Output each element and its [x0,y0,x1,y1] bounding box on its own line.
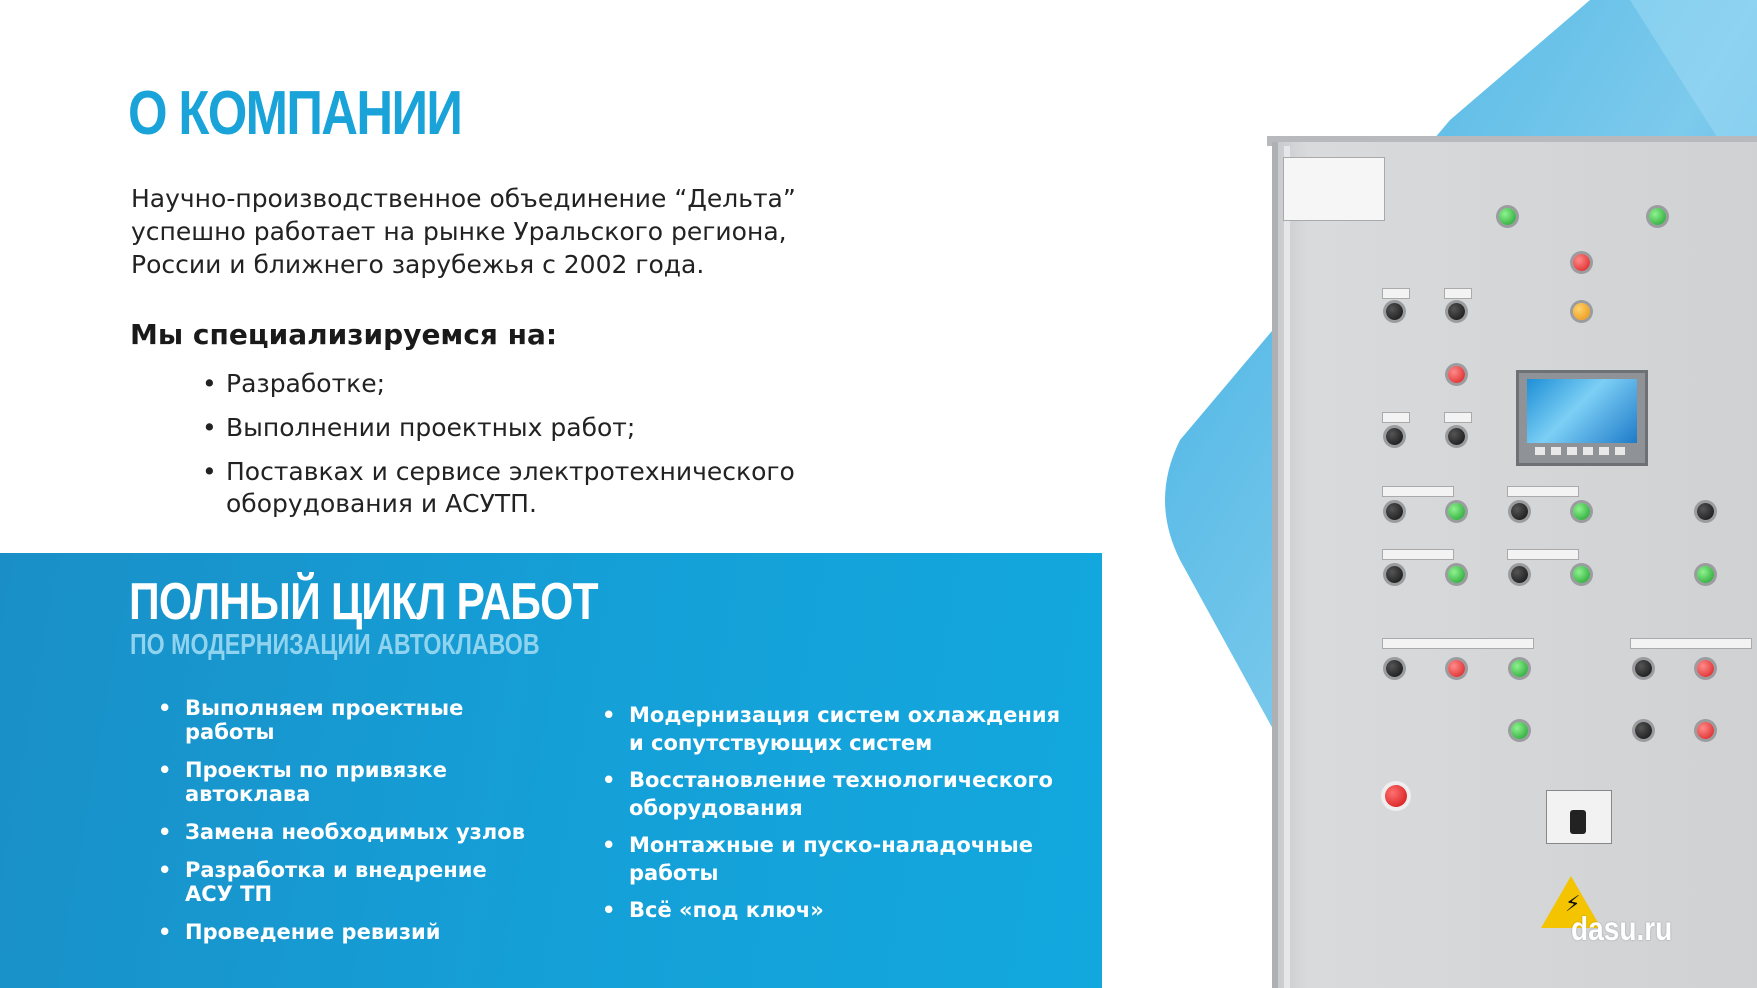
bullet-icon: • [602,703,616,727]
control-button [1386,503,1403,520]
control-button [1386,660,1403,677]
list-item [600,896,1070,924]
list-item-text: Поставках и сервисе электротехнического оборудования и АСУТП. [226,457,795,518]
bullet-icon: • [202,457,217,486]
list-item [600,831,1070,887]
services-list-right [600,701,1070,933]
bullet-icon: • [202,369,217,398]
emergency-stop-button [1385,785,1407,807]
lamp-label [1507,486,1579,497]
cycle-title: ПОЛНЫЙ ЦИКЛ РАБОТ [129,573,598,631]
hmi-display [1527,379,1637,443]
hmi-function-keys [1535,447,1631,455]
lamp-label [1444,412,1472,423]
indicator-lamp [1697,722,1714,739]
company-intro [131,182,851,281]
indicator-lamp [1573,254,1590,271]
list-item-text: Разработке; [226,369,386,398]
intro-line: успешно работает на рынке Уральского региона, [131,217,787,246]
control-button [1448,428,1465,445]
bullet-icon: • [602,898,616,922]
list-item-text: Проекты по привязке автоклава [185,758,447,806]
list-item [156,696,536,744]
control-button [1386,566,1403,583]
door-edge [1284,146,1290,988]
control-button [1511,566,1528,583]
site-url: dasu.ru [1571,910,1673,947]
specialization-list [200,368,840,532]
list-item [156,858,536,906]
cabinet-nameplate [1283,157,1385,221]
indicator-lamp [1697,566,1714,583]
indicator-lamp [1573,303,1590,320]
control-button [1386,428,1403,445]
list-item [200,456,840,520]
cabinet-body [1272,142,1757,988]
lamp-label [1382,412,1410,423]
lamp-label [1507,549,1579,560]
list-item [156,820,536,844]
hmi-touch-screen [1516,370,1648,466]
intro-line: Научно-производственное объединение “Дельта” [131,184,796,213]
bullet-icon: • [602,768,616,792]
intro-line: России и ближнего зарубежья с 2002 года. [131,250,705,279]
list-item [156,758,536,806]
control-button [1697,503,1714,520]
indicator-lamp [1573,503,1590,520]
list-item-text: Восстановление технологического оборудования [629,768,1053,820]
specialization-heading: Мы специализируемся на: [130,318,558,351]
indicator-lamp [1511,660,1528,677]
services-list-left [156,696,536,958]
indicator-lamp [1448,660,1465,677]
indicator-lamp [1499,208,1516,225]
bullet-icon: • [158,858,172,882]
indicator-lamp [1511,722,1528,739]
lamp-label [1382,549,1454,560]
page-title: О КОМПАНИИ [128,79,462,148]
list-item-text: Выполнении проектных работ; [226,413,636,442]
list-item [600,766,1070,822]
list-item-text: Разработка и внедрение АСУ ТП [185,858,487,906]
bullet-icon: • [202,413,217,442]
indicator-lamp [1448,566,1465,583]
lamp-label [1382,288,1410,299]
control-button [1635,722,1652,739]
list-item-text: Проведение ревизий [185,920,441,944]
selector-knob [1570,810,1586,834]
indicator-lamp [1697,660,1714,677]
control-button [1635,660,1652,677]
list-item-text: Модернизация систем охлаждения и сопутствующих систем [629,703,1061,755]
list-item [156,920,536,944]
list-item-text: Замена необходимых узлов [185,820,525,844]
lamp-label [1444,288,1472,299]
control-button [1511,503,1528,520]
lamp-label [1630,638,1752,649]
bullet-icon: • [158,696,172,720]
list-item [200,412,840,444]
lamp-label [1382,638,1534,649]
indicator-lamp [1448,366,1465,383]
list-item-text: Всё «под ключ» [629,898,824,922]
indicator-lamp [1649,208,1666,225]
list-item-text: Монтажные и пуско-наладочные работы [629,833,1033,885]
list-item-text: Выполняем проектные работы [185,696,464,744]
lightning-icon: ⚡ [1565,892,1581,917]
bullet-icon: • [602,833,616,857]
lamp-label [1382,486,1454,497]
control-button [1448,303,1465,320]
indicator-lamp [1448,503,1465,520]
list-item [600,701,1070,757]
cycle-subtitle: ПО МОДЕРНИЗАЦИИ АВТОКЛАВОВ [130,629,540,661]
list-item [200,368,840,400]
bullet-icon: • [158,758,172,782]
indicator-lamp [1573,566,1590,583]
bullet-icon: • [158,820,172,844]
bullet-icon: • [158,920,172,944]
control-button [1386,303,1403,320]
